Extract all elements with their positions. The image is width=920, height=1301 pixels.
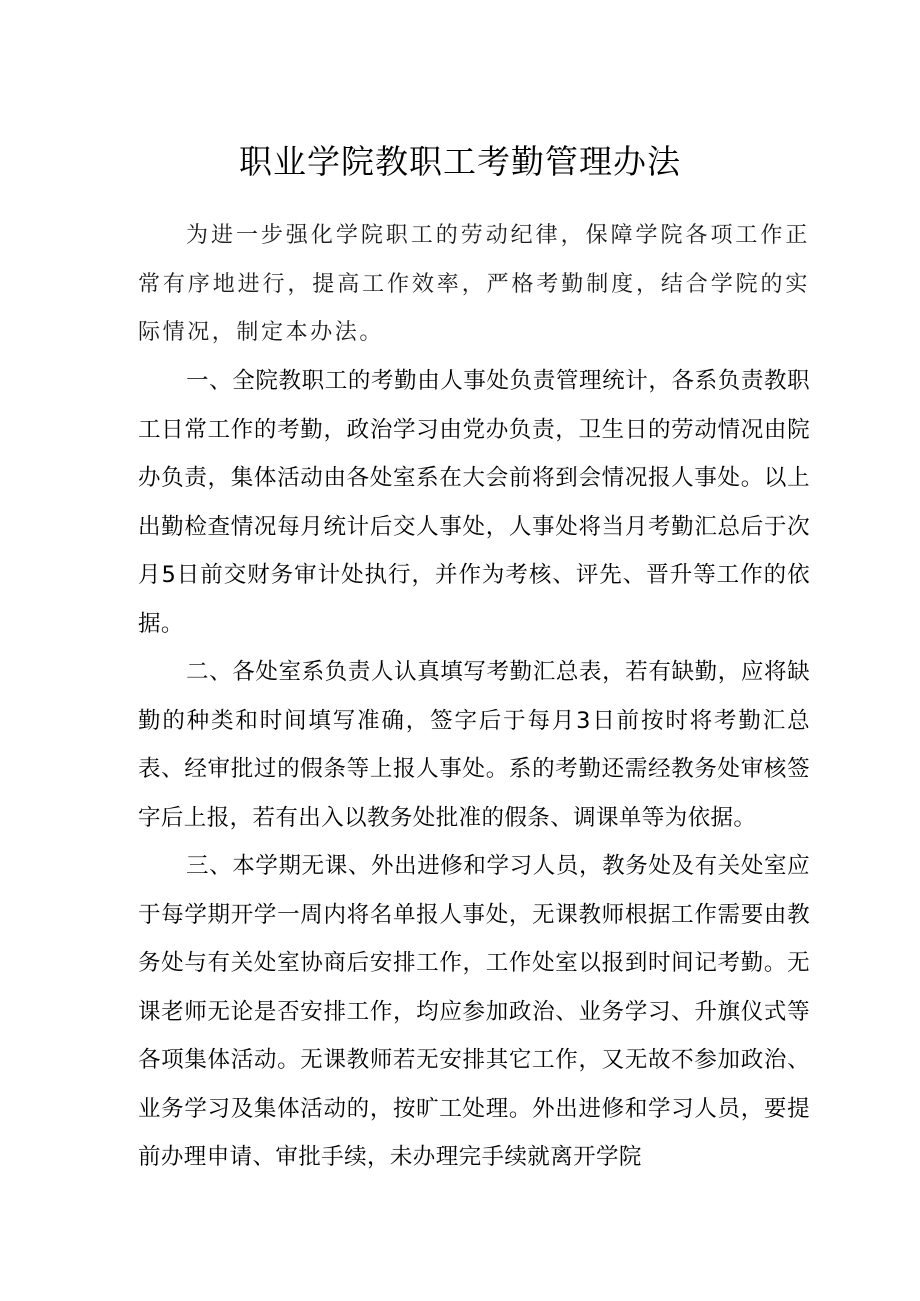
section-1-paragraph: 一、全院教职工的考勤由人事处负责管理统计，各系负责教职工日常工作的考勤，政治学习由党办负责，卫生日的劳动情况由院办负责，集体活动由各处室系在大会前将到会情况报人事处。以上出勤检查情况每月统计后交人事处，人事处将当月考勤汇总后于次月5日前交财务审计处执行，并作为考核、评先、晋升等工作的依据。 <box>138 368 810 637</box>
section-3-paragraph: 三、本学期无课、外出进修和学习人员，教务处及有关处室应于每学期开学一周内将名单报人事处，无课教师根据工作需要由教务处与有关处室协商后安排工作，工作处室以报到时间记考勤。无课老师无论是否安排工作，均应参加政治、业务学习、升旗仪式等各项集体活动。无课教师若无安排其它工作，又无故不参加政治、业务学习及集体活动的，按旷工处理。外出进修和学习人员，要提前办理申请、审批手续，未办理完手续就离开学院 <box>138 853 810 1170</box>
section-2-paragraph: 二、各处室系负责人认真填写考勤汇总表，若有缺勤，应将缺勤的种类和时间填写准确，签字后于每月3日前按时将考勤汇总表、经审批过的假条等上报人事处。系的考勤还需经教务处审核签字后上报，若有出入以教务处批准的假条、调课单等为依据。 <box>138 659 810 831</box>
intro-paragraph: 为进一步强化学院职工的劳动纪律，保障学院各项工作正常有序地进行，提高工作效率，严格考勤制度，结合学院的实际情况，制定本办法。 <box>138 223 810 345</box>
document-title: 职业学院教职工考勤管理办法 <box>239 142 681 181</box>
